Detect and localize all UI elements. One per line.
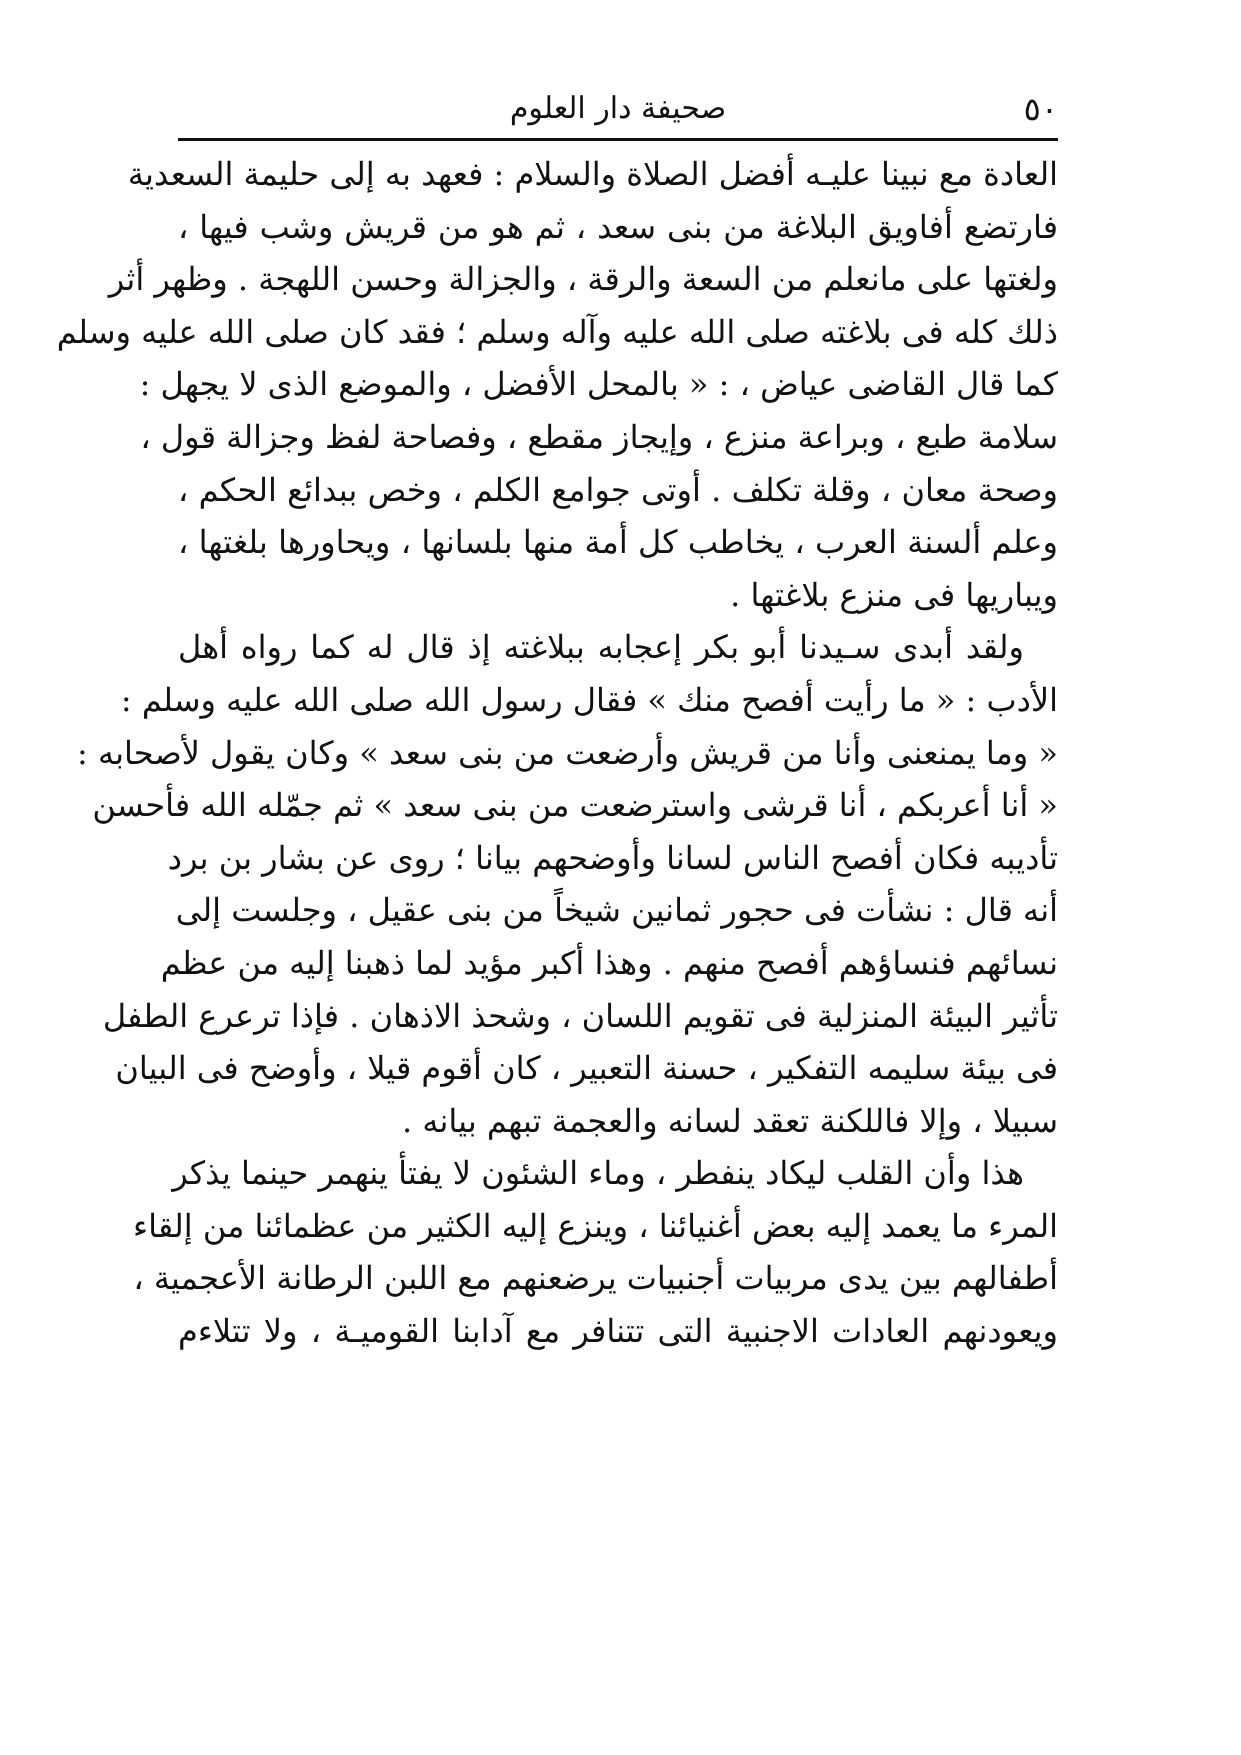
text-line: المرء ما يعمد إليه بعض أغنيائنا ، وينزع إليه الكثير من عظمائنا من إلقاء xyxy=(133,1206,1058,1245)
text-line: تأديبه فكان أفصح الناس لسانا وأوضحهم بيانا ؛ روى عن بشار بن برد xyxy=(167,838,1058,877)
text-line: فى بيئة سليمه التفكير ، حسنة التعبير ، كان أقوم قيلا ، وأوضح فى البيان xyxy=(115,1049,1058,1088)
body-text xyxy=(56,148,1059,1358)
text-line: العادة مع نبينا عليـه أفضل الصلاة والسلام : فعهد به إلى حليمة السعدية xyxy=(127,155,1058,193)
text-line: تأثير البيئة المنزلية فى تقويم اللسان ، وشحذ الاذهان . فإذا ترعرع الطفل xyxy=(102,996,1058,1035)
text-line: أنه قال : نشأت فى حجور ثمانين شيخاً من بنى عقيل ، وجلست إلى xyxy=(175,891,1058,930)
text-line: ولقد أبدى سـيدنا أبو بكر إعجابه ببلاغته إذ قال له كما رواه أهل xyxy=(178,628,1024,667)
text-line: الأدب : « ما رأيت أفصح منك » فقال رسول الله صلى الله عليه وسلم : xyxy=(120,680,1058,719)
text-line: ذلك كله فى بلاغته صلى الله عليه وآله وسلم ؛ فقد كان صلى الله عليه وسلم xyxy=(56,312,1058,351)
page-number: ٥٠ xyxy=(1023,90,1058,128)
text-line: « وما يمنعنى وأنا من قريش وأرضعت من بنى سعد » وكان يقول لأصحابه : xyxy=(77,733,1058,772)
text-line: هذا وأن القلب ليكاد ينفطر ، وماء الشئون لا يفتأ ينهمر حينما يذكر xyxy=(172,1154,1024,1193)
header-rule xyxy=(178,138,1058,141)
text-line: فارتضع أفاويق البلاغة من بنى سعد ، ثم هو من قريش وشب فيها ، xyxy=(178,207,1059,246)
text-line: سلامة طبع ، وبراعة منزع ، وإيجاز مقطع ، وفصاحة لفظ وجزالة قول ، xyxy=(140,417,1058,456)
text-line: سبيلا ، وإلا فاللكنة تعقد لسانه والعجمة تبهم بيانه . xyxy=(402,1101,1058,1140)
running-title: صحيفة دار العلوم xyxy=(509,91,727,126)
text-line: ويباريها فى منزع بلاغتها . xyxy=(730,575,1058,614)
text-line: نسائهم فنساؤهم أفصح منهم . وهذا أكبر مؤيد لما ذهبنا إليه من عظم xyxy=(160,943,1058,982)
text-line: وصحة معان ، وقلة تكلف . أوتى جوامع الكلم ، وخص ببدائع الحكم ، xyxy=(178,470,1058,509)
text-line: ولغتها على مانعلم من السعة والرقة ، والجزالة وحسن اللهجة . وظهر أثر xyxy=(108,260,1058,299)
text-line: وعلم ألسنة العرب ، يخاطب كل أمة منها بلسانها ، ويحاورها بلغتها ، xyxy=(178,523,1058,562)
text-line: « أنا أعربكم ، أنا قرشى واسترضعت من بنى سعد » ثم جمّله الله فأحسن xyxy=(92,786,1058,825)
page-header xyxy=(178,84,1058,134)
text-line: كما قال القاضى عياض ، : « بالمحل الأفضل ، والموضع الذى لا يجهل : xyxy=(139,365,1058,404)
text-line: أطفالهم بين يدى مربيات أجنبيات يرضعنهم مع اللبن الرطانة الأعجمية ، xyxy=(133,1259,1058,1298)
text-line: ويعودنهم العادات الاجنبية التى تتنافر مع آدابنا القوميـة ، ولا تتلاءم xyxy=(178,1312,1058,1351)
